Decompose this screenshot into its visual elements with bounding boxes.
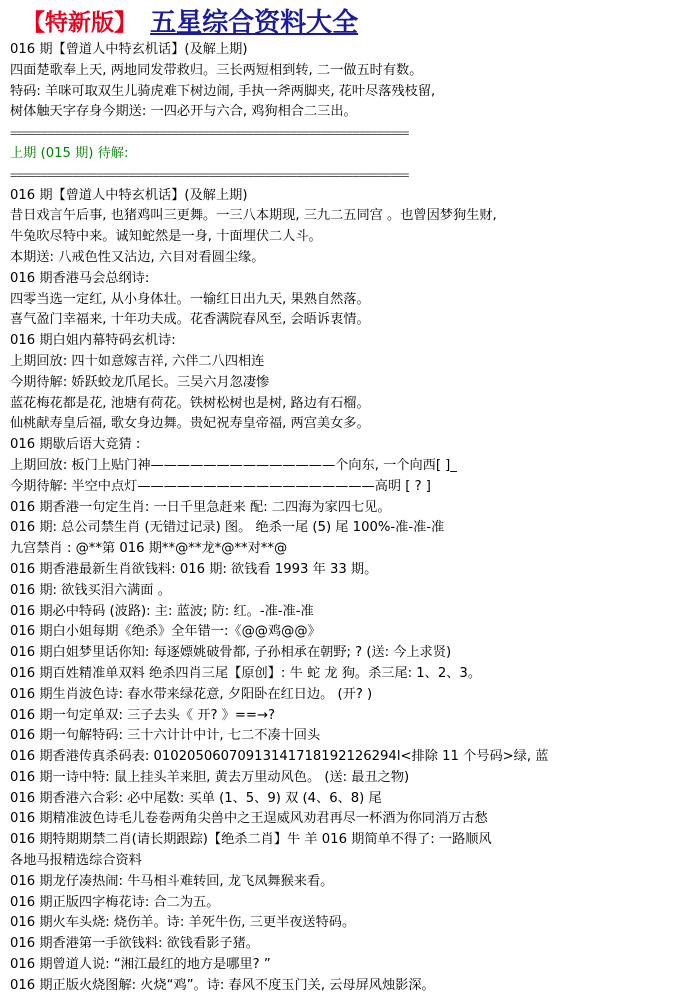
text-line: 016 期香港传真杀码表: 01020506070913141718192126294l<排除 11 个号码>绿, 蓝 [10,749,549,765]
text-line: 016 期白姐内幕特码玄机诗: [10,333,176,349]
text-line: 016 期曾道人说: “湘江最红的地方是哪里? ” [10,957,271,973]
text-line: 016 期香港六合彩: 必中尾数: 买单 (1、5、9) 双 (4、6、8) 尾 [10,790,382,806]
text-line: 016 期一句解特码: 三十六计计中计, 七二不凑十回头 [10,728,321,744]
text-line: 016 期正版四字梅花诗: 合二为五。 [10,894,220,910]
text-line: 016 期白姐梦里话你知: 每逐嫖姚破骨都, 子孙相承在朝野; ? (送: 今上求贤) [10,645,452,661]
text-line: 特码: 羊咪可取双生儿骑虎难下树边闹, 手执一斧两脚夹, 花叶尽落残枝留, [10,83,436,99]
text-line: 016 期生肖波色诗: 春水带来绿花意, 夕阳卧在红日边。 (开? ) [10,686,373,702]
text-line: 上期回放: 四十如意嫁吉祥, 六伴二八四相连 [10,353,265,369]
text-line: 016 期歇后语大竞猜 : [10,437,141,453]
text-line: 016 期一诗中特: 鼠上挂头羊来胆, 黄去万里动风色。 (送: 最丑之物) [10,769,410,785]
text-line: 蓝花梅花都是花, 池塘有荷花。铁树松树也是树, 路边有石榴。 [10,395,370,411]
separator-line: ================================================================ [10,126,409,141]
text-line: 016 期【曾道人中特玄机话】(及解上期) [10,187,248,203]
text-line: 016 期: 总公司禁生肖 (无错过记录) 图。 绝杀一尾 (5) 尾 100%-准-准-准 [10,520,445,536]
text-line: 016 期【曾道人中特玄机话】(及解上期) [10,42,248,57]
text-line: 昔日戏言午后事, 也猪鸡叫三更舞。一三八本期现, 三九二五同宫 。也曾因梦狗生财, [10,208,497,224]
page-title: 五星综合资料大全 [150,8,359,38]
text-line: 四面楚歌奉上天, 两地同发带救归。三长两短相到转, 二一做五时有数。 [10,62,423,78]
text-line: 各地马报精选综合资料 [10,853,142,869]
text-line: 本期送: 八戒色性又沾边, 六目对看圆尘缘。 [10,249,265,265]
text-line: 016 期香港第一手欲钱料: 欲钱看影子猪。 [10,936,259,952]
page-header [22,2,358,40]
text-line: 四零当选一定红, 从小身体壮。一输红日出九天, 果熟自然落。 [10,291,370,307]
document-body [10,40,682,997]
text-line: 016 期百姓精准单双料 绝杀四肖三尾【原创】: 牛 蛇 龙 狗。杀三尾: 1、2、3。 [10,665,482,681]
text-line: 016 期精准波色诗毛儿卷卷两角尖兽中之王逞威风劝君再尽一杯酒为你同消万古愁 [10,811,488,827]
edition-tag: 【特新版】 [22,10,137,36]
separator-line: ================================================================ [10,167,409,182]
text-line: 九宫禁肖 : @**第 016 期**@**龙*@**对**@ [10,541,288,557]
text-line: 016 期香港马会总纲诗: [10,270,150,286]
text-line: 树体触天字存身今期送: 一四必开与六合, 鸡狗相合二三出。 [10,104,357,120]
text-line: 喜气盈门幸福来, 十年功夫成。花香满院春风至, 会晤诉衷情。 [10,312,370,328]
text-line: 016 期香港最新生肖欲钱料: 016 期: 欲钱看 1993 年 33 期。 [10,561,378,577]
text-line: 今期待解: 半空中点灯——————————————————高明 [ ? ] [10,478,431,494]
text-line: 016 期白小姐每期《绝杀》全年错一:《@@鸡@@》 [10,624,321,640]
text-line: 今期待解: 娇跃蛟龙爪尾长。三吴六月忽凄惨 [10,374,270,390]
text-line: 016 期必中特码 (波路): 主: 蓝波; 防: 红。-准-准-准 [10,603,314,619]
text-line: 016 期香港一句定生肖: 一日千里急赶来 配: 二四海为家四七见。 [10,499,391,515]
text-line: 016 期龙仔凑热闹: 牛马相斗难转回, 龙飞凤舞猴来看。 [10,873,334,889]
section-heading: 上期 (015 期) 待解: [10,145,129,161]
text-line: 016 期火车头烧: 烧伤羊。诗: 羊死牛伤, 三更半夜送特码。 [10,915,356,931]
text-line: 016 期: 欲钱买泪六满面 。 [10,582,171,598]
text-line: 仙桃献寿皇后福, 歌女身边舞。贵妃祝寿皇帝福, 两宫美女多。 [10,416,370,432]
text-line: 上期回放: 板门上贴门神——————————————个向东, 一个向西[ ]_ [10,457,457,473]
text-line: 016 期正版火烧图解: 火烧“鸡”。诗: 春风不度玉门关, 云母屏风烛影深。 [10,977,435,993]
text-line: 016 期一句定单双: 三子去头《 开? 》==→? [10,707,275,723]
text-line: 牛兔吹尽特中来。诚知蛇然是一身, 十面埋伏二人斗。 [10,229,322,245]
text-line: 016 期特期期禁二肖(请长期跟踪)【绝杀二肖】牛 羊 016 期简单不得了: 一路顺风 [10,832,492,848]
